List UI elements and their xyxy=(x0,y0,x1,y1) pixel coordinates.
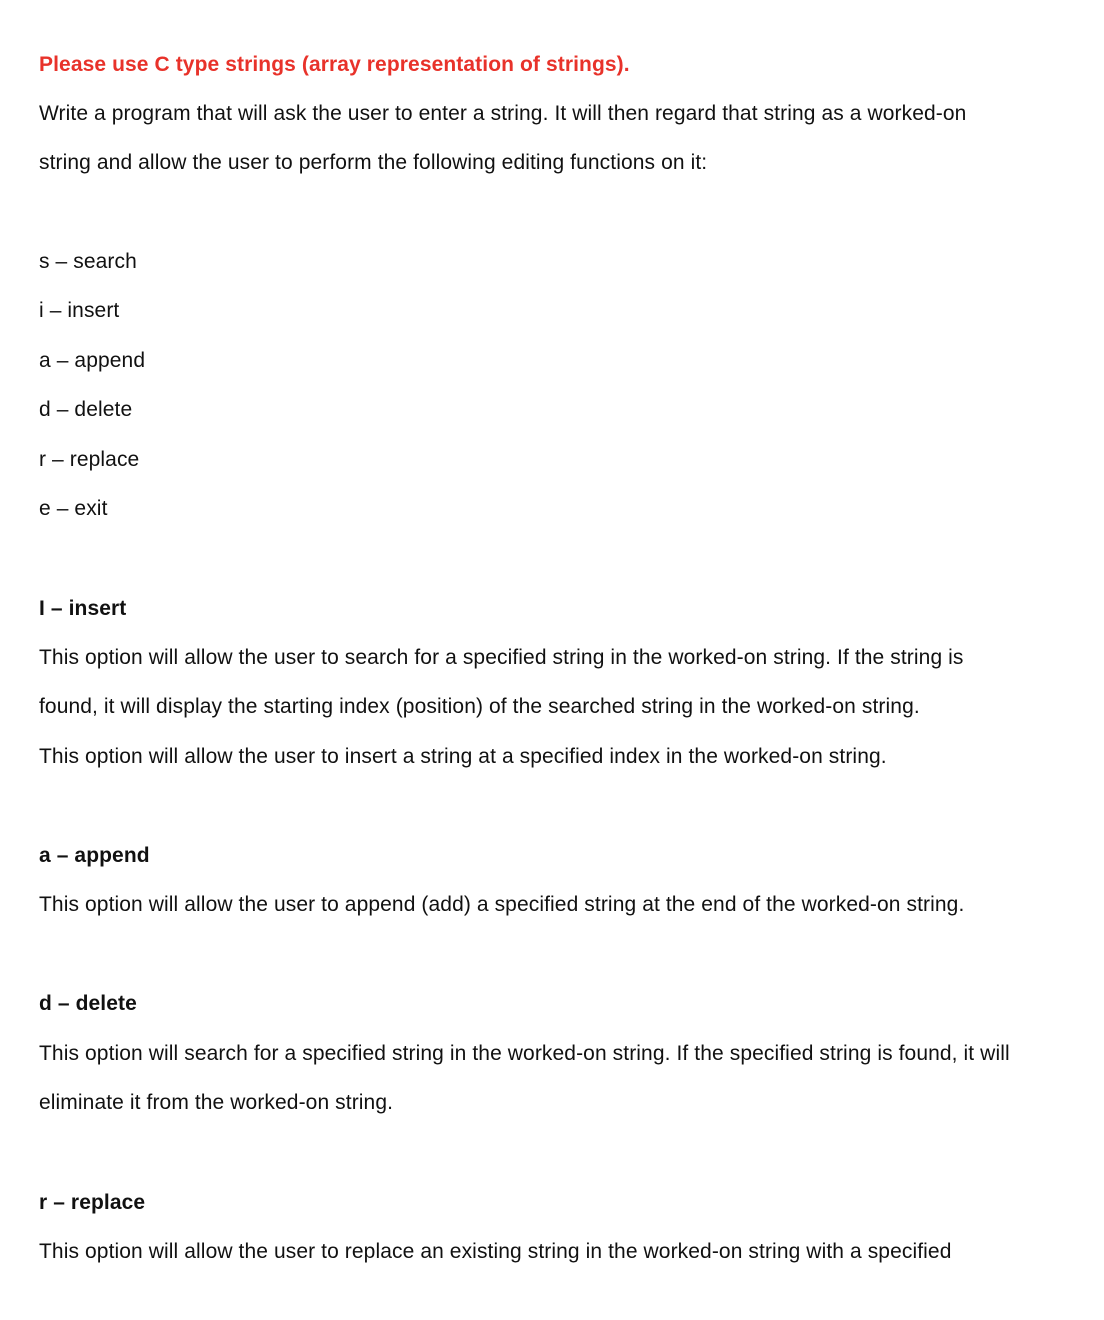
replace-line-1: This option will allow the user to replace an existing string in the worked-on string with a specified xyxy=(39,1240,952,1263)
requirement-notice: Please use C type strings (array representation of strings). xyxy=(39,53,630,76)
delete-line-1: This option will search for a specified string in the worked-on string. If the specified string is found, it will xyxy=(39,1042,1010,1065)
insert-line-1: This option will allow the user to search for a specified string in the worked-on string. If the string is xyxy=(39,646,964,669)
intro-line-1: Write a program that will ask the user to enter a string. It will then regard that string as a worked-on xyxy=(39,102,967,125)
menu-item-append: a – append xyxy=(39,349,146,372)
delete-heading: d – delete xyxy=(39,992,137,1015)
menu-item-delete: d – delete xyxy=(39,398,133,421)
intro-line-2: string and allow the user to perform the following editing functions on it: xyxy=(39,151,708,174)
replace-heading: r – replace xyxy=(39,1191,146,1214)
menu-item-exit: e – exit xyxy=(39,497,108,520)
insert-line-2: found, it will display the starting index (position) of the searched string in the worked-on string. xyxy=(39,695,920,718)
insert-line-3: This option will allow the user to insert a string at a specified index in the worked-on string. xyxy=(39,745,887,768)
append-heading: a – append xyxy=(39,844,150,867)
append-line-1: This option will allow the user to append (add) a specified string at the end of the worked-on string. xyxy=(39,893,965,916)
menu-item-replace: r – replace xyxy=(39,448,140,471)
menu-item-search: s – search xyxy=(39,250,137,273)
menu-item-insert: i – insert xyxy=(39,299,120,322)
delete-line-2: eliminate it from the worked-on string. xyxy=(39,1091,394,1114)
insert-heading: I – insert xyxy=(39,597,127,620)
